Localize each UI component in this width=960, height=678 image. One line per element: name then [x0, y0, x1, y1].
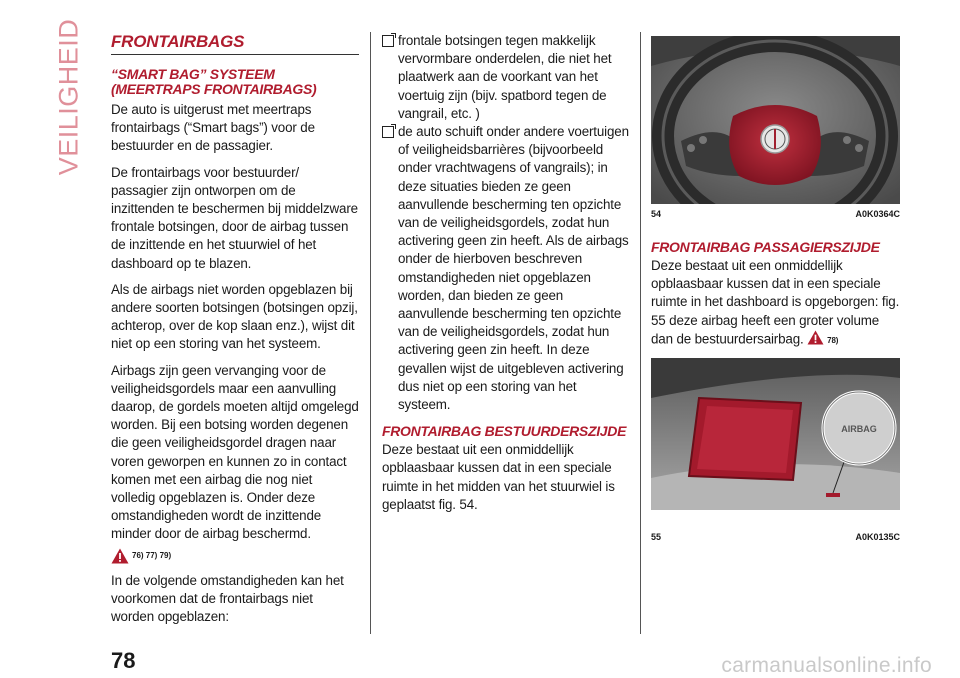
warning-refs: 78) [827, 335, 839, 345]
figure-code: A0K0364C [855, 209, 900, 219]
paragraph-text: Deze bestaat uit een onmiddellijk opblaasbaar kussen dat in een speciale ruimte in het dashboard is opgeborgen: fig. 55 deze airbag heeft een groter volume dan de bestuurdersairbag. [651, 258, 900, 347]
warning-reference [111, 548, 359, 564]
paragraph [651, 257, 901, 350]
warning-reference [807, 330, 838, 350]
column-divider [640, 32, 641, 634]
figure-number: 54 [651, 209, 662, 219]
bullet-text: de auto schuift onder andere voertuigen of veiligheidsbarrières (bijvoorbeeld onder vrachtwagens of vangrails); in deze situaties bieden ze geen aanvullende bescherming ten opzichte van de veiligheidsgordels, zodat hun activering geen zin heeft. Als de airbags onder de hierboven beschreven omstandigheden niet opgeblazen worden, dan bieden ze geen aanvullende bescherming ten opzichte van de veiligheidsgordels, zodat hun activering geen zin heeft. In deze gevallen wijst de uitgebleven activering dus niet op een storing van het systeem. [398, 124, 629, 413]
column-divider [370, 32, 371, 634]
column-3 [651, 240, 901, 358]
paragraph: In de volgende omstandigheden kan het voorkomen dat de frontairbags niet worden opgeblazen: [111, 572, 344, 625]
column-1 [111, 32, 359, 634]
dashboard-illustration [651, 358, 900, 510]
paragraph: Deze bestaat uit een onmiddellijk opblaasbaar kussen dat in een speciale ruimte in het midden van het stuurwiel is geplaatst fig. 54. [382, 442, 615, 512]
page-number: 78 [111, 648, 136, 673]
paragraph: Als de airbags niet worden opgeblazen bij andere soorten botsingen (botsingen opzij, achterop, over de kop slaan enz.), wijst dit niet op een storing van het systeem. [111, 281, 358, 352]
warning-triangle-icon [111, 548, 129, 564]
bullet-text: frontale botsingen tegen makkelijk vervormbare onderdelen, die niet het plaatwerk aan de voorkant van het voertuig zijn (bijv. spatbord tegen de vangrail, etc. ) [398, 33, 612, 121]
steering-wheel-illustration [651, 36, 900, 204]
column-2 [382, 32, 630, 522]
airbag-label: AIRBAG [841, 424, 877, 434]
watermark: carmanualsonline.info [721, 654, 932, 677]
checkbox-bullet-icon [382, 126, 394, 138]
bullet-item [382, 123, 630, 414]
figure-caption [651, 209, 900, 219]
subsection-title: FRONTAIRBAG BESTUURDERSZIJDE [382, 423, 627, 440]
side-tab-label: VEILIGHEID [53, 18, 84, 176]
warning-refs: 76) 77) 79) [132, 551, 172, 561]
subsection-title: “SMART BAG” SYSTEEM (MEERTRAPS FRONTAIRBAGS) [111, 66, 317, 97]
paragraph: De frontairbags voor bestuurder/ passagier zijn ontworpen om de inzittenden te beschermen bij middelzware frontale botsingen, door de airbag tussen de inzittende en het stuurwiel of het dashboard op te blazen. [111, 164, 358, 271]
figure-number: 55 [651, 532, 662, 542]
checkbox-bullet-icon [382, 35, 394, 47]
figure-caption [651, 532, 900, 542]
side-tab [52, 18, 86, 176]
section-title: FRONTAIRBAGS [111, 32, 359, 55]
figure-54-steering-wheel [651, 36, 900, 204]
figure-55-passenger-airbag [651, 358, 900, 510]
paragraph: De auto is uitgerust met meertraps frontairbags (“Smart bags”) voor de bestuurder en de passagier. [111, 102, 315, 154]
paragraph: Airbags zijn geen vervanging voor de veiligheidsgordels maar een aanvulling daarop, de gordels moeten altijd omgelegd worden. Bij een botsing worden degenen die geen veiligheidsgordel dragen naar voren geworpen en kunnen zo in contact komen met een airbag die nog niet volledig opgeblazen is. Onder deze omstandigheden wordt de inzittende minder door de airbag beschermd. [111, 362, 359, 542]
subsection-title: FRONTAIRBAG PASSAGIERSZIJDE [651, 239, 880, 255]
bullet-item [382, 32, 630, 123]
warning-triangle-icon [807, 330, 824, 345]
figure-code: A0K0135C [855, 532, 900, 542]
